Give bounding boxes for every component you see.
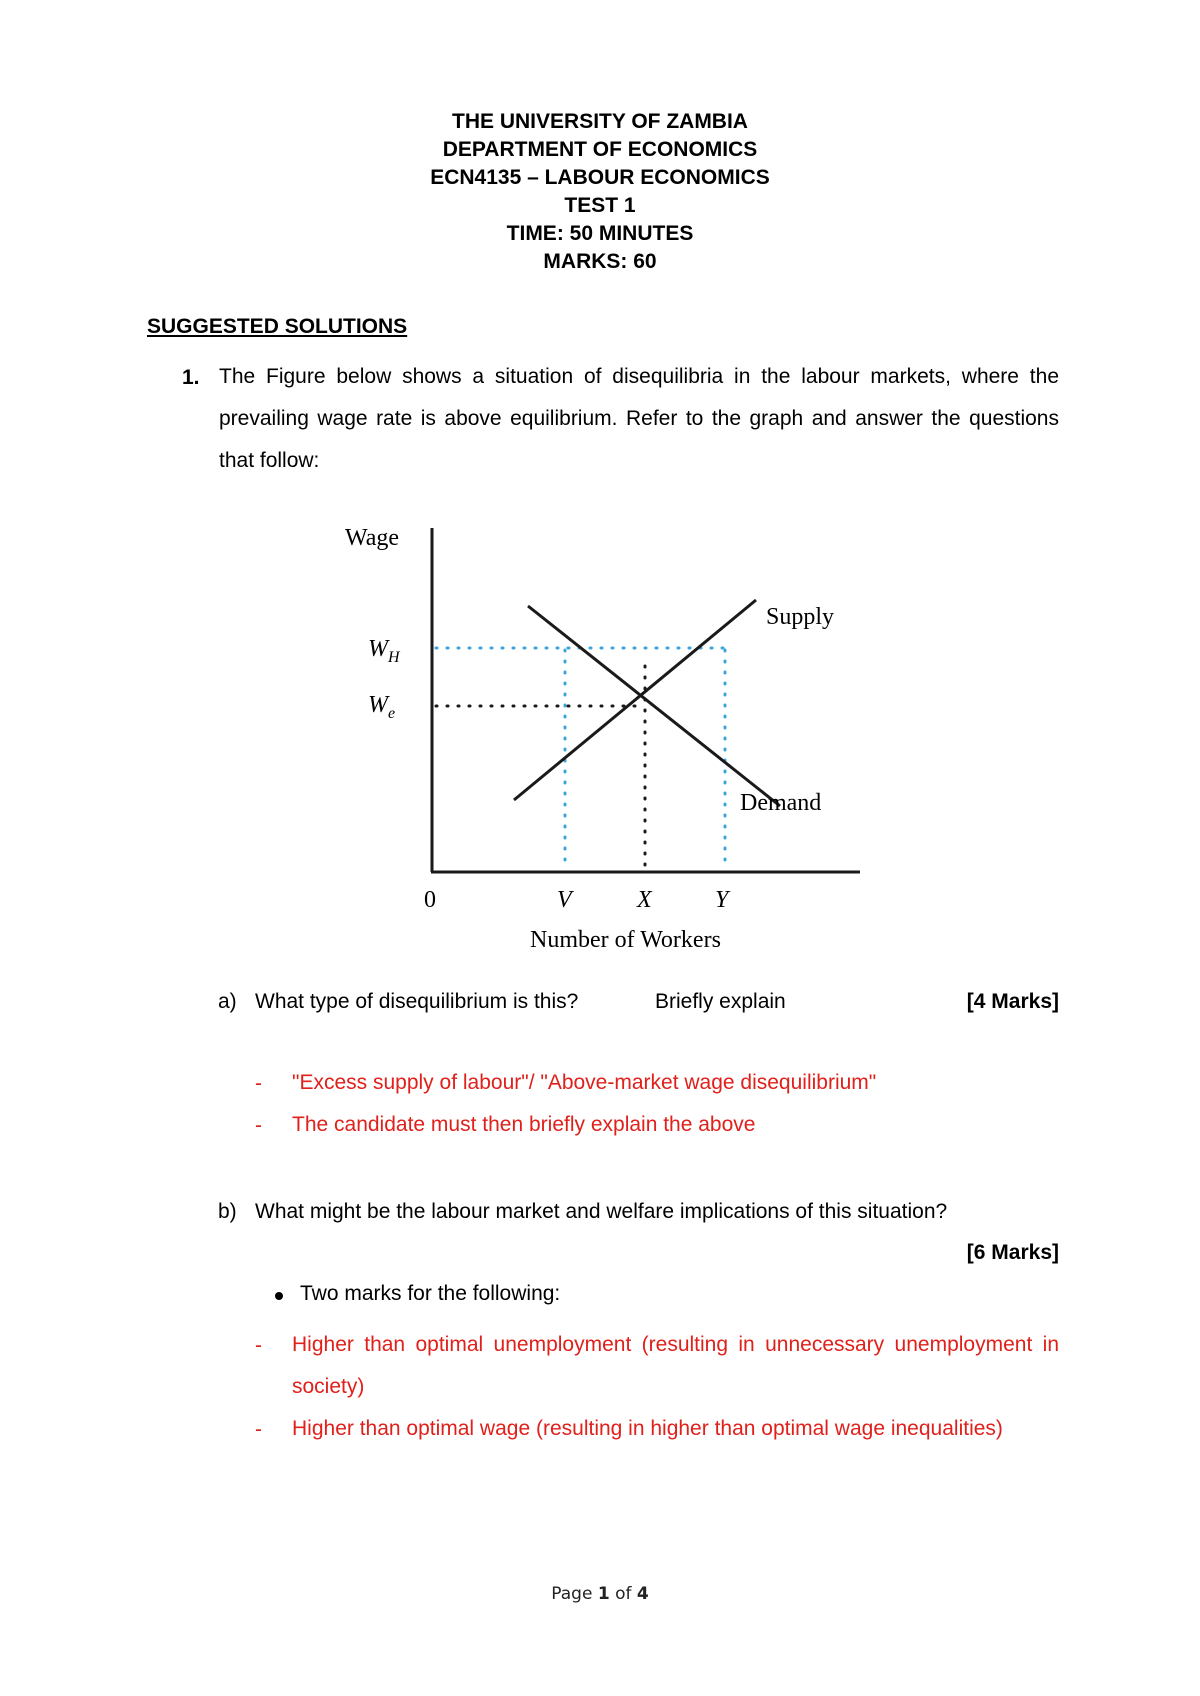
answer-text: "Excess supply of labour"/ "Above-market wage disequilibrium": [292, 1071, 877, 1094]
answer-text: Higher than optimal wage (resulting in higher than optimal wage inequalities): [292, 1417, 1003, 1440]
question-text: The Figure below shows a situation of disequilibria in the labour markets, where the prevailing wage rate is above equilibrium. Refer to the graph and answer the questions that follow:: [219, 365, 1059, 472]
total-pages: 4: [636, 1584, 649, 1604]
answer-dash: -: [255, 1418, 262, 1441]
part-a-marks: [4 Marks]: [966, 990, 1059, 1013]
demand-label: Demand: [740, 790, 822, 816]
total-marks: MARKS: 60: [543, 250, 657, 273]
answer-text: The candidate must then briefly explain the above: [292, 1113, 756, 1136]
wage-high-label: $W_H$: [368, 636, 400, 666]
supply-label: Supply: [766, 604, 835, 630]
footer-of: of: [609, 1584, 637, 1604]
course-title: ECN4135 – LABOUR ECONOMICS: [430, 166, 770, 189]
page-footer: [0, 1584, 1200, 1604]
part-b-question: What might be the labour market and welfare implications of this situation?: [255, 1200, 948, 1223]
answer-dash: -: [255, 1114, 262, 1137]
section-heading: SUGGESTED SOLUTIONS: [147, 315, 408, 338]
supply-curve: [514, 600, 756, 800]
bullet-icon: [275, 1292, 283, 1300]
answer-text: Higher than optimal unemployment (resulting in unnecessary unemployment in society): [292, 1333, 1059, 1398]
document-header: [0, 108, 1200, 276]
time-allowed: TIME: 50 MINUTES: [506, 222, 694, 245]
x-tick-v: V: [557, 887, 572, 913]
question-number: 1.: [182, 366, 200, 389]
wage-eq-label: $W_e$: [368, 692, 396, 722]
part-a-question-instruction: Briefly explain: [655, 990, 786, 1013]
part-a-letter: a): [218, 990, 237, 1013]
answer-dash: -: [255, 1072, 262, 1095]
x-tick-y: Y: [715, 887, 729, 913]
y-axis-label: Wage: [345, 525, 400, 551]
part-a-question: What type of disequilibrium is this?: [255, 990, 579, 1013]
university-name: THE UNIVERSITY OF ZAMBIA: [452, 110, 748, 133]
part-b-marks: [6 Marks]: [966, 1241, 1059, 1264]
footer-prefix: Page: [551, 1584, 598, 1604]
origin-label: 0: [424, 887, 436, 913]
part-b-letter: b): [218, 1200, 237, 1223]
test-title: TEST 1: [564, 194, 636, 217]
answer-dash: -: [255, 1334, 262, 1357]
current-page: 1: [597, 1584, 610, 1604]
labour-market-diagram: [300, 500, 860, 960]
x-tick-x: X: [637, 887, 652, 913]
department-name: DEPARTMENT OF ECONOMICS: [442, 138, 758, 161]
x-axis-label: Number of Workers: [530, 927, 721, 953]
bullet-text: Two marks for the following:: [300, 1282, 561, 1305]
